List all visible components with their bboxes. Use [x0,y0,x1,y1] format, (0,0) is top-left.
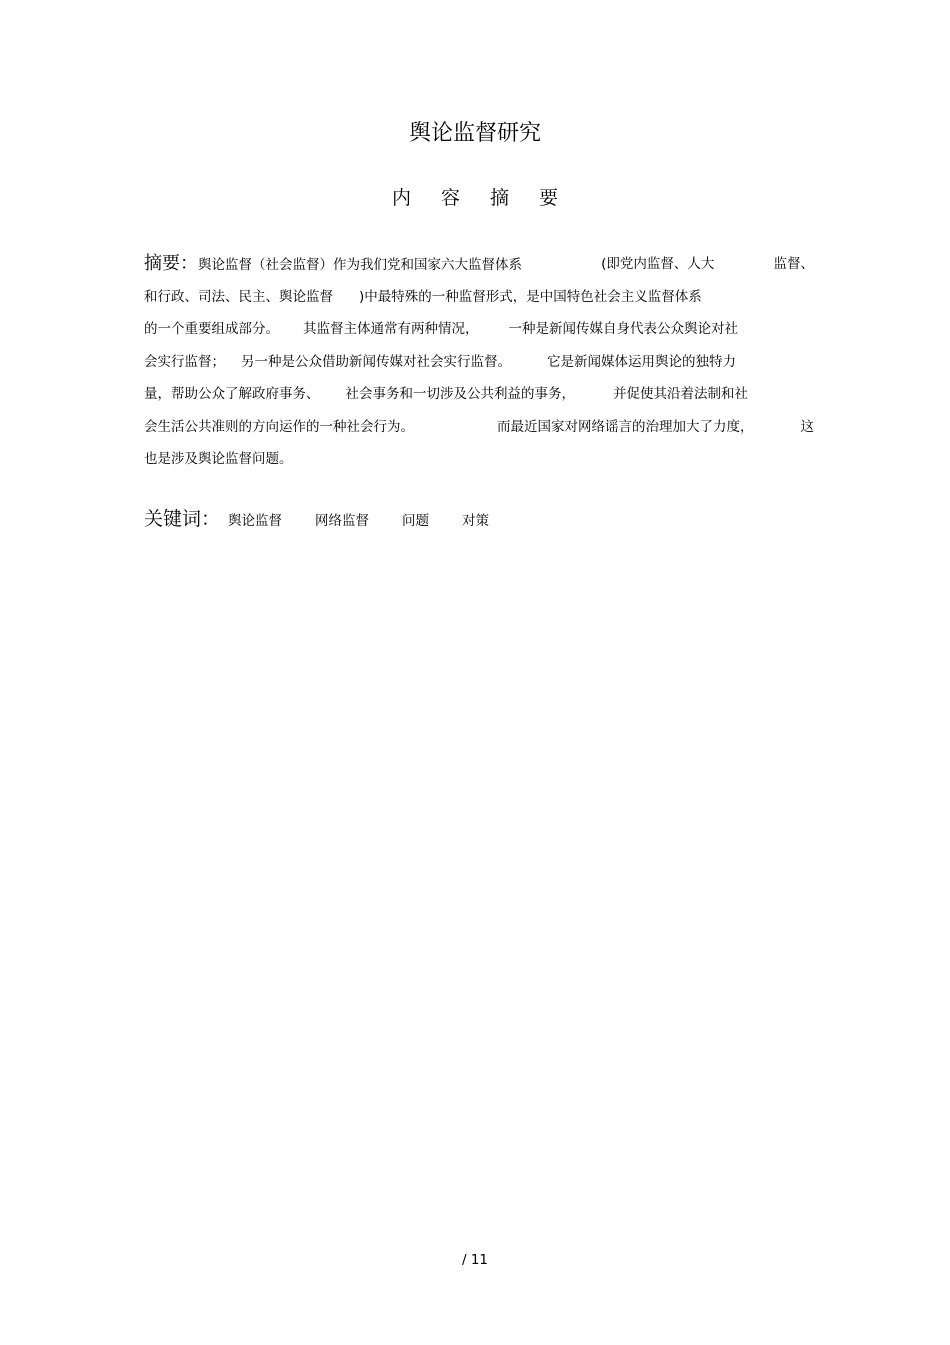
abstract-heading: 内 容 摘 要 [391,187,571,209]
abstract-line [144,283,814,316]
abstract-text: 社会事务和一切涉及公共利益的事务， [345,386,575,402]
abstract-line [144,413,814,446]
abstract-text: 另一种是公众借助新闻传媒对社会实行监督。 [241,353,511,370]
abstract-text: 和行政、司法、民主、舆论监督 [144,288,333,305]
abstract-text: 一种是新闻传媒自身代表公众舆论对社 [508,321,738,337]
abstract-text: 其监督主体通常有两种情况， [303,321,479,337]
abstract-line [144,380,814,413]
abstract-text: 也是涉及舆论监督问题。 [144,451,293,467]
abstract-paragraph [144,250,814,478]
abstract-text: 会生活公共准则的方向运作的一种社会行为。 [144,418,414,435]
keyword-item: 对策 [462,513,490,529]
abstract-text: 它是新闻媒体运用舆论的独特力 [547,353,736,370]
abstract-text: 而最近国家对网络谣言的治理加大了力度， [497,418,754,435]
abstract-text: 舆论监督（社会监督）作为我们党和国家六大监督体系 [198,257,522,273]
abstract-line [144,348,814,381]
abstract-text: 会实行监督； [144,353,225,370]
abstract-label: 摘要： [144,253,198,274]
abstract-line [144,445,814,478]
abstract-line [144,315,814,348]
abstract-text: )中最特殊的一种监督形式，是中国特色社会主义监督体系 [359,288,702,305]
keyword-item: 舆论监督 [228,513,283,529]
abstract-text: 量，帮助公众了解政府事务、 [144,386,320,402]
abstract-text: 的一个重要组成部分。 [144,321,279,337]
document-title: 舆论监督研究 [408,121,541,146]
abstract-text: 并促使其沿着法制和社 [613,386,748,402]
keywords-row [144,504,522,534]
abstract-text: 这 [800,418,814,435]
keyword-item: 问题 [402,513,430,529]
abstract-text: (即党内监督、人大 [601,256,715,272]
keyword-item: 网络监督 [315,513,370,529]
abstract-text: 监督、 [773,256,814,272]
page-number: / 11 [461,1252,489,1268]
abstract-line [144,250,814,283]
keywords-label: 关键词： [144,508,221,530]
